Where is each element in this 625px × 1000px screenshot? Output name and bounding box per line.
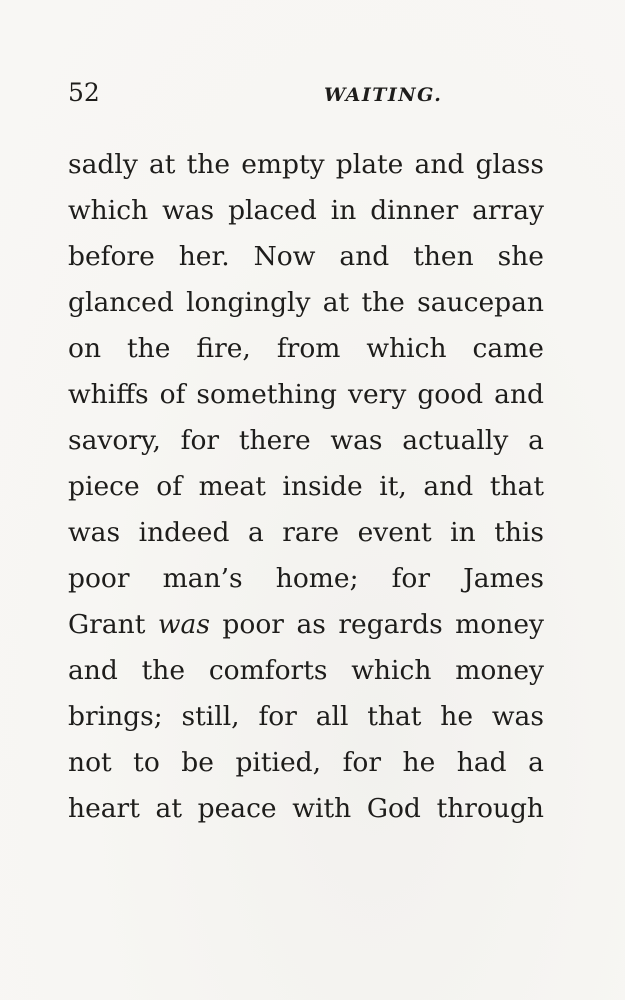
text-line [68,648,544,694]
word: poor [222,609,284,640]
word: and [68,655,118,686]
word: in [450,517,476,548]
word: to [133,747,160,778]
word: actually [402,425,509,456]
word: for [391,563,431,594]
text-line [68,326,544,372]
word: for [342,747,382,778]
word: came [472,333,544,364]
word: the [361,287,405,318]
word: inside [282,471,363,502]
text-line [68,602,544,648]
word: which [68,195,149,226]
word: with [292,793,352,824]
word: and [339,241,390,272]
word: from [276,333,341,364]
running-title: WAITING. [324,84,443,106]
text-line [68,510,544,556]
word: placed [228,195,317,226]
word: for [180,425,220,456]
word: money [455,609,544,640]
text-line [68,280,544,326]
word: event [357,517,432,548]
word: and [414,149,465,180]
word: that [489,471,544,502]
word: that [367,701,422,732]
word: man’s [162,563,243,594]
word: she [497,241,544,272]
word: home; [275,563,359,594]
word: there [238,425,311,456]
word: good [417,379,484,410]
word: poor [68,563,130,594]
word: was [68,517,121,548]
word: was [330,425,383,456]
word: saucepan [417,287,544,318]
word: a [528,425,544,456]
word: meat [198,471,266,502]
text-line [68,556,544,602]
word: James [463,563,544,594]
word: was [162,195,215,226]
body-text [68,142,544,832]
text-line [68,694,544,740]
word: indeed [138,517,230,548]
word: of [156,471,182,502]
word: money [455,655,544,686]
word: in [330,195,357,226]
word: sadly [68,149,138,180]
word: at [322,287,350,318]
word: savory, [68,425,161,456]
word: then [413,241,474,272]
word: this [494,517,544,548]
word: whiffs [68,379,149,410]
word: rare [282,517,340,548]
word: which [351,655,432,686]
text-line [68,234,544,280]
word: Now [253,241,316,272]
word: as [296,609,326,640]
word: array [472,195,544,226]
word: peace [197,793,277,824]
word: a [247,517,264,548]
word: the [127,333,171,364]
text-line [68,188,544,234]
text-line [68,142,544,188]
word: before [68,241,155,272]
word: piece [68,471,140,502]
text-line [68,740,544,786]
text-line [68,464,544,510]
text-line [68,418,544,464]
word: a [528,747,544,778]
word: for [258,701,297,732]
word: and [423,471,474,502]
word: her. [178,241,230,272]
word: the [186,149,231,180]
word: of [159,379,186,410]
text-line [68,786,544,832]
word: through [436,793,544,824]
word: be [181,747,214,778]
word: at [155,793,182,824]
word: at [148,149,176,180]
word: empty [241,149,325,180]
word: plate [335,149,404,180]
word: brings; [68,701,163,732]
page-header [68,76,544,110]
word: on [68,333,102,364]
word: still, [181,701,240,732]
word: pitied, [235,747,322,778]
word: he [440,701,474,732]
word: it, [379,471,407,502]
word: was [491,701,544,732]
word: fire, [196,333,251,364]
word: and [494,379,544,410]
word: the [141,655,186,686]
word: glanced [68,287,174,318]
word: had [456,747,507,778]
page-number: 52 [68,78,100,107]
word: longingly [186,287,311,318]
word: he [402,747,436,778]
word: something [196,379,338,410]
word: all [315,701,349,732]
word: dinner [370,195,459,226]
word: was [157,609,210,640]
word: not [68,747,112,778]
word: glass [475,149,544,180]
text-line [68,372,544,418]
word: Grant [68,609,146,640]
word: comforts [208,655,328,686]
word: which [366,333,447,364]
word: very [348,379,407,410]
word: regards [338,609,443,640]
word: God [366,793,421,824]
word: heart [68,793,140,824]
